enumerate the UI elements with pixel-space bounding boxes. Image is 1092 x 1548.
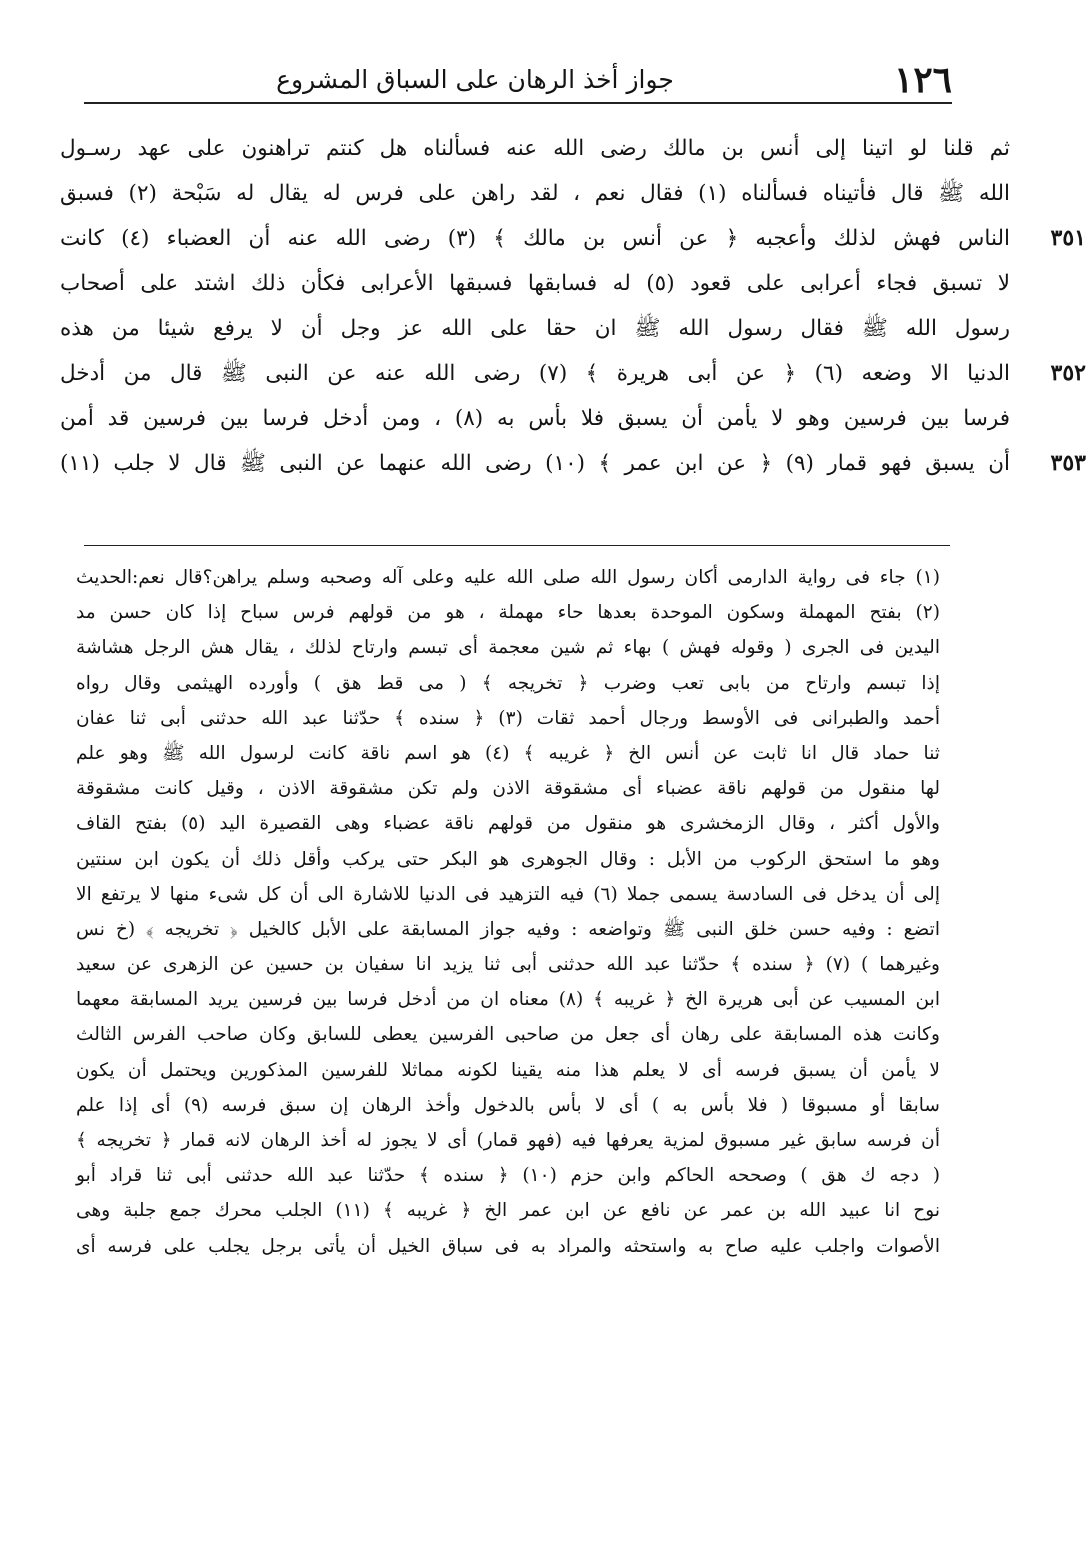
footnote-line: أحمد والطبرانى فى الأوسط ورجال أحمد ثقات (٣) ﴿ سنده ﴾ حدّثنا عبد الله حدثنى أبى ثنا عفان <box>76 707 940 729</box>
footnote-line: أن فرسه سابق غير مسبوق لمزية يعرفها فيه (فهو قمار) أى لا يجوز له أخذ الرهان لانه قمار ﴿ تخريجه ﴾ <box>76 1130 940 1151</box>
main-text-line <box>60 171 1010 216</box>
main-text-line-content: الله ﷺ قال فأتيناه فسألناه (١) فقال نعم ، لقد راهن على فرس له يقال له سَبْحة (٢) فسبق <box>60 181 1010 206</box>
running-title: جواز أخذ الرهان على السباق المشروع <box>276 65 674 94</box>
footnote-line: إذا تبسم وارتاح من بابى تعب وضرب ﴿ تخريجه ﴾ ( مى قط هق ) وأورده الهيثمى وقال رواه <box>76 672 940 694</box>
footnote-line: اتضع : وفيه حسن خلق النبى ﷺ وتواضعه : وفيه جواز المسابقة على الأبل كالخيل ﴿ تخريجه ﴾ (خ نس <box>76 918 940 940</box>
footnote-line: ( دجه ك هق ) وصححه الحاكم وابن حزم (١٠) ﴿ سنده ﴾ حدّثنا عبد الله حدثنى أبى ثنا قراد أبو <box>76 1165 941 1187</box>
main-text-line-content: الدنيا الا وضعه (٦) ﴿ عن أبى هريرة ﴾ (٧) رضى الله عنه عن النبى ﷺ قال من أدخل <box>60 361 1010 386</box>
main-text-line <box>60 261 1010 306</box>
main-text-line-content: الناس فهش لذلك وأعجبه ﴿ عن أنس بن مالك ﴾ (٣) رضى الله عنه أن العضباء (٤) كانت <box>60 226 1010 251</box>
footnote-line: نوح انا عبيد الله بن عمر عن نافع عن ابن عمر الخ ﴿ غريبه ﴾ (١١) الجلب محرك جمع جلبة وهى <box>76 1200 940 1222</box>
footnote-line: (١) جاء فى رواية الدارمى أكان رسول الله صلى الله عليه وعلى آله وصحبه وسلم يراهن؟قال نعم:الحديث <box>76 567 940 588</box>
footnote-line: سابقا أو مسبوقا ( فلا بأس به ) أى لا بأس بالدخول وأخذ الرهان إن سبق فرسه (٩) أى إذا علم <box>76 1094 940 1116</box>
main-text-line-content: ثم قلنا لو اتينا إلى أنس بن مالك رضى الله عنه فسألناه هل كنتم تراهنون على عهد رسـول <box>60 136 1010 161</box>
footnote-line: لا يأمن أن يسبق فرسه أى لا يعلم هذا منه يقينا لكونه مماثلا للفرسين المذكورين ويحتمل أن يكون <box>76 1059 940 1081</box>
footnote-line: والأول أكثر ، وقال الزمخشرى هو منقول من قولهم ناقة عضباء وهى القصيرة اليد (٥) بفتح القاف <box>76 813 940 835</box>
main-text-line-content: رسول الله ﷺ فقال رسول الله ﷺ ان حقا على الله عز وجل أن لا يرفع شيئا من هذه <box>60 316 1010 341</box>
main-text-line-content: أن يسبق فهو قمار (٩) ﴿ عن ابن عمر ﴾ (١٠) رضى الله عنهما عن النبى ﷺ قال لا جلب (١١) <box>60 451 1010 476</box>
main-text-line <box>60 126 1010 171</box>
footnote-line: اليدين فى الجرى ( وقوله فهش ) بهاء ثم شين معجمة أى تبسم وارتاح لذلك ، يقال هش الرجل هشاشة <box>76 637 940 659</box>
main-text-line <box>60 306 1010 351</box>
running-header <box>84 58 952 104</box>
hadith-number: ٣٥١ <box>1050 225 1086 251</box>
footnote-line: ابن المسيب عن أبى هريرة الخ ﴿ غريبه ﴾ (٨) معناه ان من أدخل فرسا بين فرسين يريد المسابقة معهما <box>76 989 940 1011</box>
main-text-line <box>60 396 1010 441</box>
hadith-number: ٣٥٣ <box>1050 450 1086 476</box>
footnote-line: ثنا حماد قال انا ثابت عن أنس الخ ﴿ غريبه ﴾ (٤) هو اسم ناقة كانت لرسول الله ﷺ وهو علم <box>76 742 940 764</box>
main-text <box>60 126 1086 486</box>
footnote-separator <box>84 545 950 546</box>
footnote-line: الأصوات واجلب عليه صاح به واستحثه والمراد به فى سباق الخيل أن يأتى برجل يجلب على فرسه أى <box>76 1235 940 1257</box>
footnote-line: (٢) بفتح المهملة وسكون الموحدة بعدها حاء مهملة ، هو من قولهم فرس سباح إذا كان حسن مد <box>76 602 940 624</box>
main-text-line-content: لا تسبق فجاء أعرابى على قعود (٥) له فسابقها فسبقها الأعرابى فكأن ذلك اشتد على أصحاب <box>60 271 1011 296</box>
footnote-line: وهو ما استحق الركوب من الأبل : وقال الجوهرى هو البكر حتى يركب وأقل ذلك أن يكون ابن سنتين <box>76 848 940 870</box>
main-text-line-content: فرسا بين فرسين وهو لا يأمن أن يسبق فلا بأس به (٨) ، ومن أدخل فرسا بين فرسين قد أمن <box>60 406 1010 431</box>
main-text-line <box>60 351 1086 396</box>
footnote-line: وكانت هذه المسابقة على رهان أى جعل من صاحبى الفرسين يعطى للسابق وكان صاحب الفرس الثالث <box>76 1024 940 1046</box>
main-text-line <box>60 216 1086 261</box>
footnote-line: إلى أن يدخل فى السادسة يسمى جملا (٦) فيه التزهيد فى الدنيا للاشارة الى أن كل شىء منها لا يرتفع الا <box>76 883 940 905</box>
footnote-line: وغيرهما ) (٧) ﴿ سنده ﴾ حدّثنا عبد الله حدثنى أبى ثنا يزيد انا سفيان بن حسين عن الزهرى عن سعيد <box>76 954 941 976</box>
footnotes <box>76 560 940 1264</box>
page-number: ١٢٦ <box>893 59 952 101</box>
hadith-number: ٣٥٢ <box>1050 360 1086 386</box>
main-text-line <box>60 441 1086 486</box>
footnote-line: لها منقول من قولهم ناقة عضباء أى مشقوقة الاذن ولم تكن مشقوقة الاذن ، وقيل كانت مشقوقة <box>76 778 940 800</box>
